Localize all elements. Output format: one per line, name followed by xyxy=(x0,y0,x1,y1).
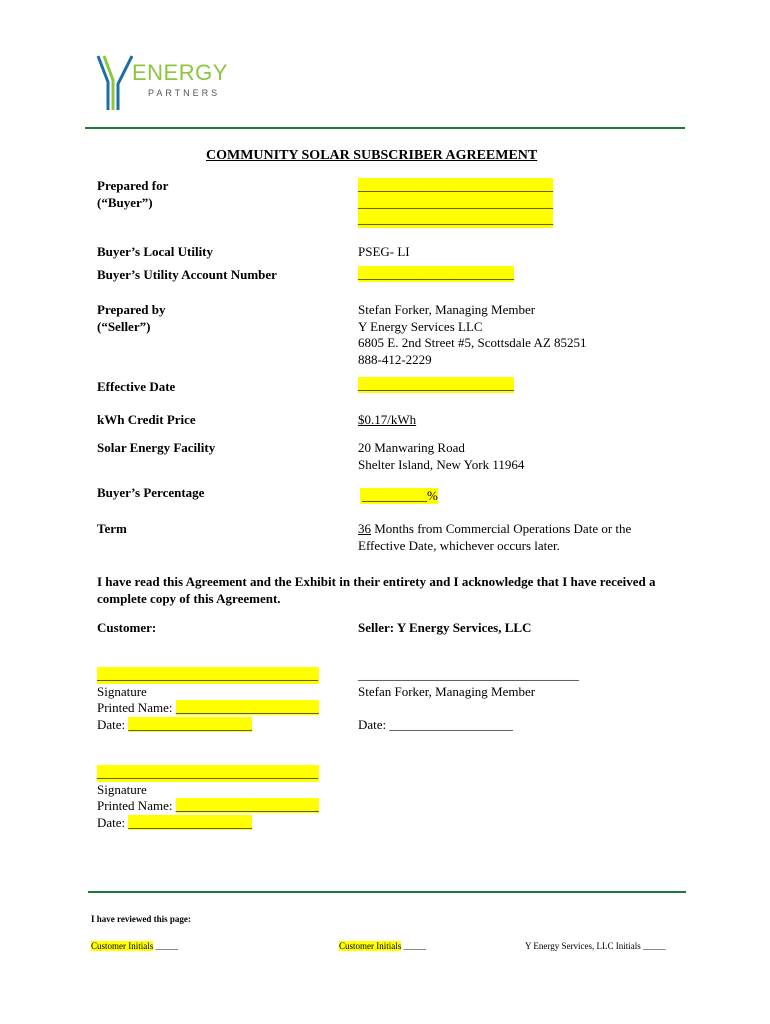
term-label: Term xyxy=(97,521,127,536)
facility-address: 20 Manwaring Road Shelter Island, New York 11964 xyxy=(358,440,525,472)
percentage-field[interactable]: __________% xyxy=(362,488,438,503)
customer-signature-block-1: __________________________________ Signature Printed Name: ______________________ Date: ___________________ xyxy=(97,667,319,732)
kwh-price-value: $0.17/kWh xyxy=(358,412,417,427)
seller-heading: Seller: Y Energy Services, LLC xyxy=(358,620,532,635)
customer-date-field-2[interactable]: ___________________ xyxy=(128,814,252,830)
customer-heading: Customer: xyxy=(97,620,157,635)
document-title: COMMUNITY SOLAR SUBSCRIBER AGREEMENT xyxy=(206,148,538,163)
prepared-for-blanks[interactable]: ______________________________ ______________________________ ______________________________ xyxy=(358,178,553,226)
customer-signature-field-1[interactable]: __________________________________ xyxy=(97,667,318,682)
customer-printed-name-field-1[interactable]: ______________________ xyxy=(175,700,319,715)
seller-info: Stefan Forker, Managing Member Y Energy Services LLC 6805 E. 2nd Street #5, Scottsdale AZ 85251 888-412-2229 xyxy=(358,302,587,367)
reviewed-text: I have reviewed this page: xyxy=(91,914,191,924)
y-logo-icon xyxy=(96,54,136,112)
company-logo xyxy=(96,54,236,114)
local-utility-value: PSEG- LI xyxy=(358,244,410,259)
seller-signature-line[interactable]: __________________________________ xyxy=(358,667,579,682)
seller-initials[interactable]: Y Energy Services, LLC Initials _____ xyxy=(525,941,666,951)
account-number-field[interactable]: ________________________ xyxy=(358,266,514,281)
effective-date-field[interactable]: ________________________ xyxy=(358,377,514,392)
acknowledgment-text: I have read this Agreement and the Exhibit in their entirety and I acknowledge that I have received a complete copy of this Agreement. xyxy=(97,574,656,606)
customer-signature-field-2[interactable]: __________________________________ xyxy=(97,765,318,780)
logo-word-partners: PARTNERS xyxy=(148,88,221,98)
seller-signature-block: __________________________________ Stefan Forker, Managing Member Date: ___________________ xyxy=(358,667,579,732)
account-number-label: Buyer’s Utility Account Number xyxy=(97,267,277,282)
term-value: 36 Months from Commercial Operations Date or the Effective Date, whichever occurs later. xyxy=(358,521,632,553)
customer-signature-block-2: __________________________________ Signature Printed Name: ______________________ Date: ___________________ xyxy=(97,765,319,830)
customer-date-field-1[interactable]: ___________________ xyxy=(128,716,252,732)
logo-word-energy: ENERGY xyxy=(132,60,228,85)
prepared-by-label: Prepared by (“Seller”) xyxy=(97,302,166,334)
local-utility-label: Buyer’s Local Utility xyxy=(97,244,214,259)
kwh-price-label: kWh Credit Price xyxy=(97,412,196,427)
percentage-label: Buyer’s Percentage xyxy=(97,485,205,500)
effective-date-label: Effective Date xyxy=(97,379,176,394)
seller-date-line[interactable]: Date: ___________________ xyxy=(358,716,513,732)
header-rule xyxy=(85,127,685,129)
facility-label: Solar Energy Facility xyxy=(97,440,216,455)
customer-initials-2[interactable]: Customer Initials _____ xyxy=(339,941,426,951)
footer-rule xyxy=(88,891,686,893)
prepared-for-label: Prepared for (“Buyer”) xyxy=(97,178,169,210)
customer-printed-name-field-2[interactable]: ______________________ xyxy=(175,798,319,813)
customer-initials-1[interactable]: Customer Initials _____ xyxy=(91,941,178,951)
